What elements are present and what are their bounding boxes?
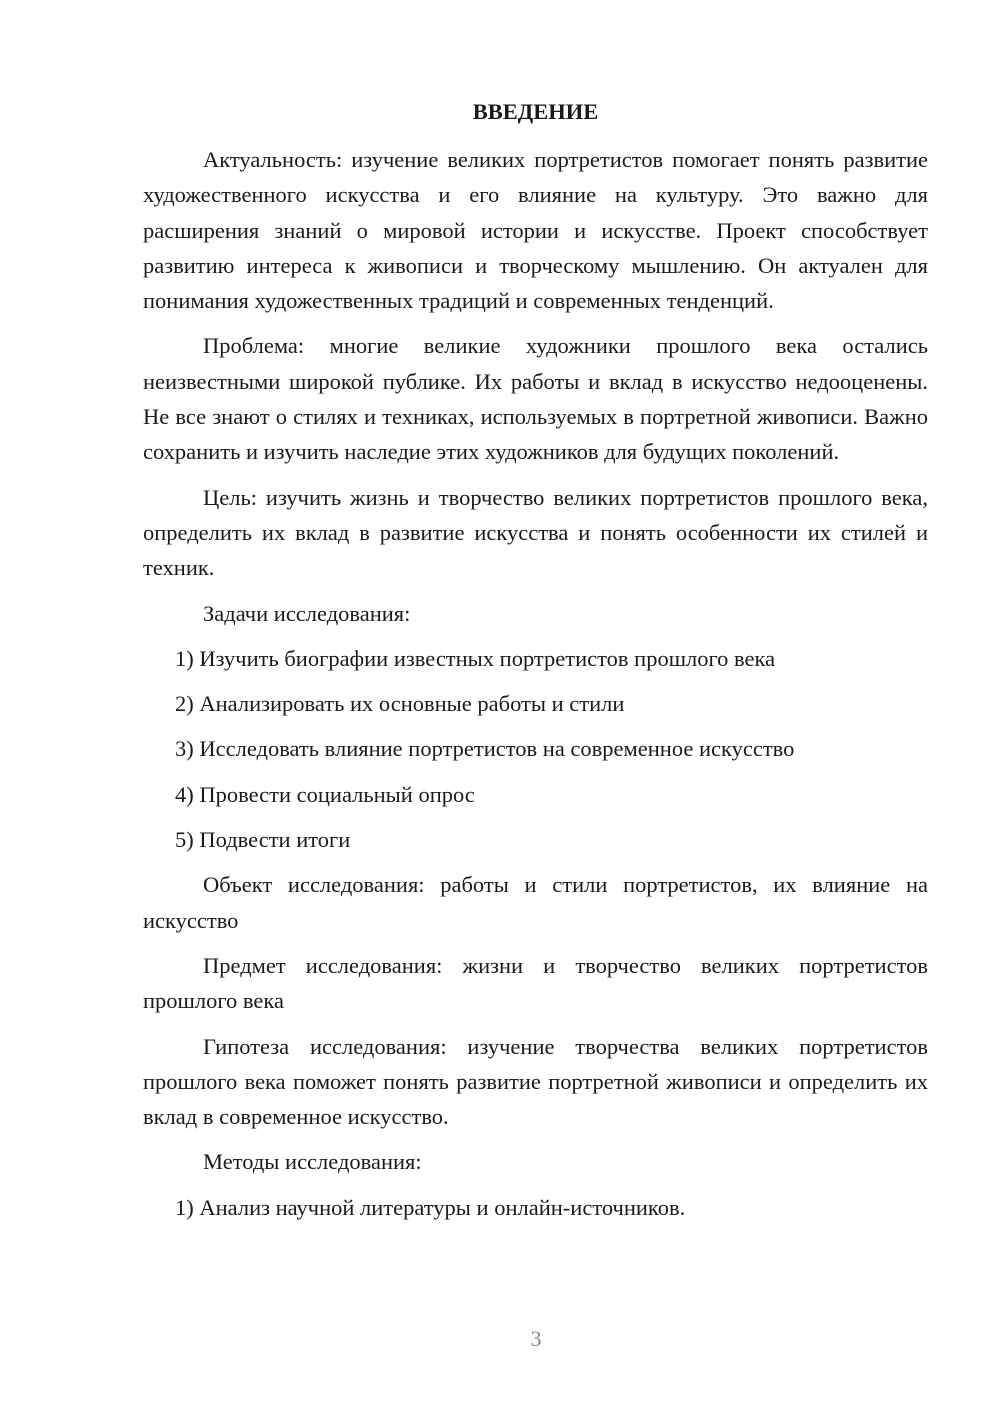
document-page	[143, 96, 928, 1235]
list-item: 5) Подвести итоги	[175, 827, 351, 853]
methods-heading: Методы исследования:	[203, 1149, 422, 1175]
list-item: 2) Анализировать их основные работы и стили	[175, 691, 625, 717]
list-item: 1) Изучить биографии известных портретистов прошлого века	[175, 645, 776, 671]
page-number: 3	[530, 1326, 542, 1351]
list-item: 3) Исследовать влияние портретистов на современное искусство	[175, 736, 795, 762]
tasks-list	[143, 641, 928, 857]
subject-paragraph: Предмет исследования: жизни и творчество великих портретистов прошлого века	[143, 952, 928, 1014]
tasks-heading: Задачи исследования:	[203, 600, 411, 626]
object-paragraph: Объект исследования: работы и стили портретистов, их влияние на искусство	[143, 872, 928, 933]
section-title: ВВЕДЕНИЕ	[472, 99, 599, 124]
methods-list	[143, 1190, 928, 1225]
problem-paragraph: Проблема: многие великие художники прошлого века остались неизвестными широкой публике. Их работы и вклад в искусство недооценены. Не все знают о стилях и техниках, используемых в портретной живописи. Важно сохранить и изучить наследие этих художников для будущих поколений.	[143, 333, 928, 465]
list-item: 1) Анализ научной литературы и онлайн-источников.	[175, 1194, 686, 1220]
relevance-paragraph: Актуальность: изучение великих портретистов помогает понять развитие художественного искусства и его влияние на культуру. Это важно для расширения знаний о мировой истории и искусстве. Проект способствует развитию интереса к живописи и творческому мышлению. Он актуален для понимания художественных традиций и современных тенденций.	[143, 147, 928, 314]
goal-paragraph: Цель: изучить жизнь и творчество великих портретистов прошлого века, определить их вклад в развитие искусства и понять особенности их стилей и техник.	[143, 484, 928, 581]
list-item: 4) Провести социальный опрос	[175, 781, 475, 807]
hypothesis-paragraph: Гипотеза исследования: изучение творчества великих портретистов прошлого века поможет понять развитие портретной живописи и определить их вклад в современное искусство.	[143, 1033, 928, 1130]
